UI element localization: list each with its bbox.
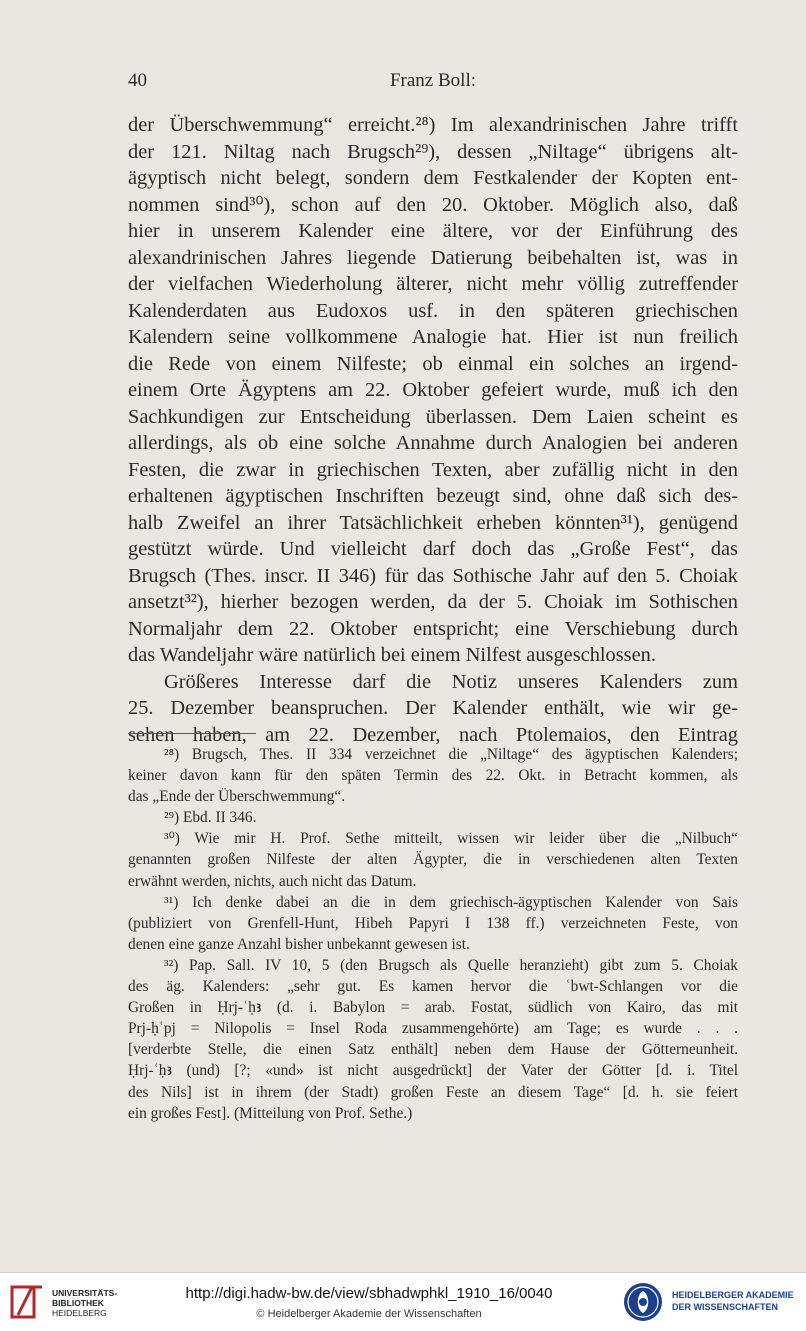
main-text [128, 112, 738, 748]
viewer-footer [0, 1272, 806, 1331]
academy-name: HEIDELBERGER AKADEMIE DER WISSENSCHAFTEN [672, 1290, 794, 1312]
text-line: der Überschwemmung“ erreicht.²⁸) Im alexandrinischen Jahre trifft [128, 114, 738, 136]
text-line: erhaltenen ägyptischen Inschriften bezeugt sind, ohne daß sich des- [128, 485, 738, 507]
footnote-line: ²⁹) Ebd. II 346. [164, 809, 257, 827]
footnote-line: Ḥrj-ʿḥꜣ (und) [?; «und» ist nicht ausgedrückt] der Vater der Götter [d. i. Titel [128, 1062, 738, 1080]
text-line: sehen haben, am 22. Dezember, nach Ptolemaios, den Eintrag [128, 723, 738, 746]
text-line: nommen sind³⁰), schon auf den 20. Oktober. Möglich also, daß [128, 193, 738, 216]
footnote-line: ³⁰) Wie mir H. Prof. Sethe mitteilt, wissen wir leider über die „Nilbuch“ [164, 830, 738, 848]
text-line: Sachkundigen zur Entscheidung überlassen. Dem Laien scheint es [128, 405, 738, 428]
source-url-link[interactable]: http://digi.hadw-bw.de/view/sbhadwphkl_1910_16/0040 [185, 1285, 553, 1302]
text-line: die Rede von einem Nilfeste; ob einmal ein solches an irgend- [128, 352, 738, 375]
text-line: halb Zweifel an ihrer Tatsächlichkeit erheben könnten³¹), genügend [128, 511, 738, 534]
footnote-line: das „Ende der Überschwemmung“. [128, 788, 346, 806]
footnote-line: ³¹) Ich denke dabei an die in dem griechisch-ägyptischen Kalender von Sais [164, 893, 738, 911]
footnote-line: Prj-ḥʿpj = Nilopolis = Insel Roda zusammengehörte) am Tage; es wurde . . . [128, 1020, 738, 1038]
footnote-line: ein großes Fest]. (Mitteilung von Prof. Sethe.) [128, 1104, 413, 1122]
running-title: Franz Boll: [389, 70, 477, 91]
page-number: 40 [128, 70, 147, 91]
footnote-line: ²⁸) Brugsch, Thes. II 334 verzeichnet die „Niltage“ des ägyptischen Kalenders; [164, 746, 738, 763]
text-line: Kalendern seine vollkommene Analogie hat. Hier ist nun freilich [128, 326, 738, 348]
text-line: allerdings, als ob eine solche Annahme durch Analogien bei anderen [128, 432, 738, 454]
text-line: gestützt würde. Und vielleicht darf doch das „Große Fest“, das [128, 538, 738, 560]
text-line: hier in unserem Kalender eine ältere, vor der Einführung des [128, 220, 738, 242]
running-head [128, 70, 738, 96]
text-line: Kalenderdaten aus Eudoxos usf. in den späteren griechischen [128, 299, 738, 322]
text-line: ansetzt³²), hierher bezogen werden, da der 5. Choiak im Sothischen [128, 591, 738, 613]
text-line: Normaljahr dem 22. Oktober entspricht; eine Verschiebung durch [128, 617, 738, 640]
footnotes [128, 744, 738, 1124]
footnote-line: erwähnt werden, nichts, auch nicht das Datum. [128, 872, 417, 890]
text-line: das Wandeljahr wäre natürlich bei einem Nilfest ausgeschlossen. [128, 644, 656, 666]
footnote-line: genannten großen Nilfeste der alten Ägypter, die in verschiedenen alten Texten [128, 851, 738, 869]
footnote-line: des äg. Kalenders: „sehr gut. Es kamen hervor die ʿbwt-Schlangen vor die [128, 978, 738, 996]
footnote-rule [128, 733, 256, 734]
copyright-notice: © Heidelberger Akademie der Wissenschaften [256, 1308, 482, 1320]
footnote-line: keiner davon kann für den späten Termin des 22. Okt. in Betracht kommen, als [128, 767, 738, 785]
footnote-line: ³²) Pap. Sall. IV 10, 5 (den Brugsch als Quelle heranzieht) gibt zum 5. Choiak [164, 956, 738, 974]
text-line: Brugsch (Thes. inscr. II 346) für das Sothische Jahr auf den 5. Choiak [128, 564, 738, 587]
text-line: Festen, die zwar in griechischen Texten, aber zufällig nicht in den [128, 458, 738, 481]
text-line: einem Orte Ägyptens am 22. Oktober gefeiert wurde, muß ich den [128, 379, 738, 401]
university-library-logo-icon [10, 1281, 46, 1321]
text-line: ägyptisch nicht belegt, sondern dem Festkalender der Kopten ent- [128, 167, 738, 189]
footnote-line: Großen in Ḥrj-ʿḥꜣ (d. i. Babylon = arab. Fostat, südlich von Kairo, das mit [128, 999, 738, 1017]
university-library-name: UNIVERSITÄTS- BIBLIOTHEK HEIDELBERG [52, 1288, 118, 1318]
footnote-line: des Nils] ist in ihrem (der Stadt) großen Feste an diesem Tage“ [d. h. sie feiert [128, 1083, 738, 1101]
text-line: Größeres Interesse darf die Notiz unseres Kalenders zum [164, 670, 738, 693]
text-line: der 121. Niltag nach Brugsch²⁹), dessen „Niltage“ übrigens alt- [128, 140, 738, 163]
footnote-line: (publiziert von Grenfell-Hunt, Hibeh Papyri I 138 ff.) verzeichneten Feste, von [128, 914, 738, 932]
footnote-line: [verderbte Stelle, die einen Satz enthält] neben dem Hause der Götterneunheit. [128, 1041, 738, 1059]
academy-seal-icon [622, 1281, 664, 1323]
text-line: alexandrinischen Jahres liegende Datierung beibehalten ist, was in [128, 246, 738, 269]
footnote-line: denen eine ganze Anzahl bisher unbekannt gewesen ist. [128, 935, 470, 953]
text-line: 25. Dezember beanspruchen. Der Kalender enthält, wie wir ge- [128, 697, 738, 719]
text-line: der vielfachen Wiederholung älterer, nicht mehr völlig zutreffender [128, 273, 738, 295]
